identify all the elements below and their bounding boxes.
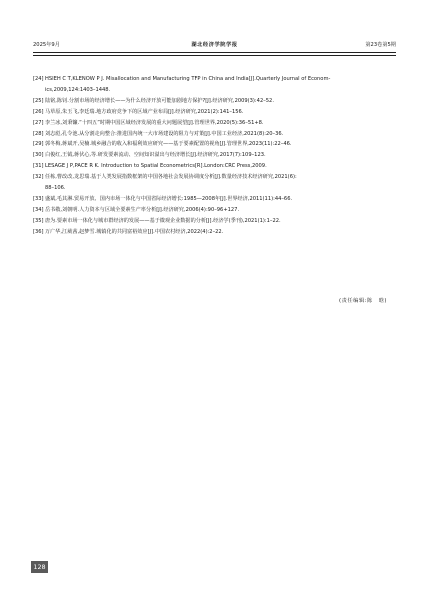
reference-line: 白俊红,王钺,蒋伏心,等.研发要素流动、空间知识溢出与经济增长[J].经济研究,2017(7):109–123. <box>45 152 266 159</box>
header-rule <box>33 52 396 53</box>
reference-line: 岳书敬,刘朝明.人力资本与区域全要素生产率分析[J].经济研究,2006(4):90–96+127. <box>45 206 240 213</box>
reference-item <box>33 118 396 129</box>
header-date: 2025年9月 <box>33 42 60 48</box>
reference-item <box>33 139 396 150</box>
reference-line: 刘志彪,孔令池.从分割走向整合:推进国内统一大市场建设的阻力与对策[J].中国工业经济,2021(8):20–36. <box>45 130 284 137</box>
reference-line: 李兰冰,刘秉镰.“十四五”时期中国区域经济发展的重大问题展望[J].管理世界,2020(5):36–51+8. <box>45 119 264 126</box>
header-rule-thin <box>33 55 396 56</box>
reference-text <box>45 129 396 140</box>
reference-text <box>45 150 396 161</box>
reference-line: ics,2009,124:1403–1448. <box>45 86 111 93</box>
reference-item <box>33 74 396 96</box>
reference-line: LESAGE J P,PACE R K. Introduction to Spatial Econometrics[R].London:CRC Press,2009. <box>45 163 267 170</box>
reference-number: [26] <box>33 108 44 115</box>
reference-line: 88–106. <box>45 185 66 192</box>
reference-text <box>45 205 396 216</box>
reference-number: [29] <box>33 141 44 148</box>
page-number: 128 <box>31 561 48 573</box>
reference-item <box>33 161 396 172</box>
reference-text <box>45 118 396 129</box>
reference-list <box>33 74 396 238</box>
reference-item <box>33 216 396 227</box>
reference-number: [33] <box>33 195 44 202</box>
reference-item <box>33 129 396 140</box>
reference-text <box>45 194 396 205</box>
reference-number: [28] <box>33 130 44 137</box>
reference-item <box>33 107 396 118</box>
reference-number: [25] <box>33 97 44 104</box>
reference-number: [35] <box>33 217 44 224</box>
running-header <box>33 39 396 51</box>
reference-item <box>33 172 396 194</box>
reference-number: [24] <box>33 76 44 82</box>
reference-number: [27] <box>33 119 44 126</box>
reference-text <box>45 107 396 118</box>
reference-item <box>33 227 396 238</box>
reference-line: HSIEH C T,KLENOW P J. Misallocation and Manufacturing TFP in China and India[J].Quarterly Journal of Econom- <box>45 76 331 82</box>
reference-text <box>45 172 396 194</box>
reference-item <box>33 96 396 107</box>
reference-line: 任栋,曹改改,龙思瑞.基于人类发展指数框架的中国各地社会发展协调度分析[J].数量经济技术经济研究,2021(6): <box>45 174 297 181</box>
reference-item <box>33 205 396 216</box>
reference-text <box>45 227 396 238</box>
reference-item <box>33 194 396 205</box>
reference-number: [30] <box>33 152 44 159</box>
reference-line: 唐为.要素市场一体化与城市群经济的发展——基于微观企业数据的分析[J].经济学(季刊),2021(1):1–22. <box>45 217 281 224</box>
reference-number: [32] <box>33 174 44 181</box>
header-volume: 第23卷第5期 <box>365 42 396 48</box>
reference-text <box>45 139 396 150</box>
reference-number: [31] <box>33 163 44 170</box>
reference-line: 万广华,江葳茜,赵梦雪.城镇化的共同富裕效应[J].中国农村经济,2022(4):2–22. <box>45 228 224 235</box>
reference-line: 陆铭,陈钊.分割市场的经济增长——为什么经济开放可能加剧地方保护?[J].经济研究,2009(3):42–52. <box>45 97 274 104</box>
reference-line: 马草原,朱玉飞,李廷瑞.地方政府竞争下的区域产业布局[J].经济研究,2021(2):141–156. <box>45 108 244 115</box>
reference-text <box>45 96 396 107</box>
reference-text <box>45 216 396 227</box>
reference-line: 盛斌,毛其淋.贸易开放、国内市场一体化与中国省际经济增长:1985—2008年[J].世界经济,2011(11):44–66. <box>45 195 293 202</box>
reference-item <box>33 150 396 161</box>
reference-number: [36] <box>33 228 44 235</box>
reference-text <box>45 74 396 96</box>
responsible-editor: (责任编辑:陈 晗) <box>339 298 387 304</box>
reference-line: 郭冬梅,蒋斌开,吴楠.城乡融合的收入和福利效应研究——基于要素配置的视角[J].管理世界,2023(11):22–46. <box>45 141 292 148</box>
reference-text <box>45 161 396 172</box>
reference-number: [34] <box>33 206 44 213</box>
journal-title: 湖北经济学院学报 <box>191 42 238 48</box>
